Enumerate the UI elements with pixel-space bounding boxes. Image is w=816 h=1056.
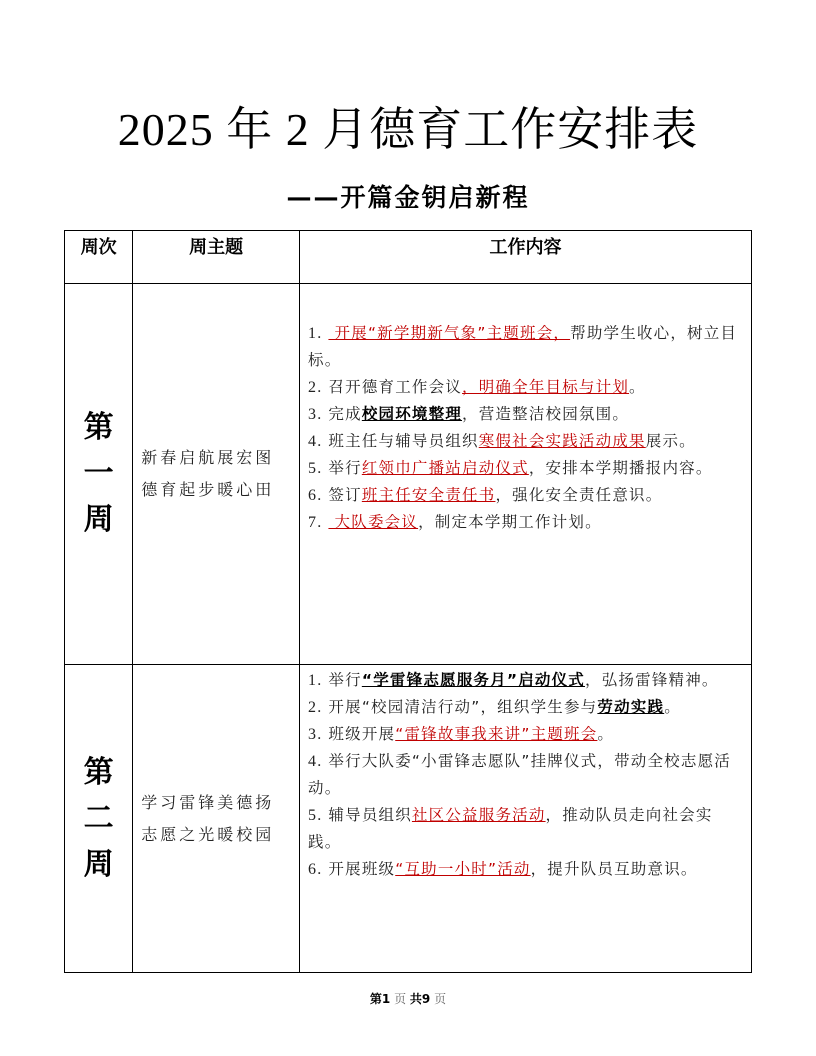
item-text: ，安排本学期播报内容。: [528, 459, 713, 477]
item-text: 签订: [328, 486, 362, 504]
item-text: 班级开展: [328, 725, 396, 743]
work-item: [308, 374, 743, 401]
document-title: 2025 年 2 月德育工作安排表: [117, 104, 699, 155]
item-text: 举行大队委“小雷锋志愿队”挂牌仪式，带动全校志愿活动。: [308, 752, 731, 797]
theme-cell: [133, 665, 300, 973]
theme-cell: [133, 284, 300, 665]
theme-line: 志愿之光暖校园: [141, 824, 275, 844]
table-header-row: [65, 231, 752, 284]
item-text: ，推动队员走向社会实践。: [308, 806, 713, 851]
work-item: [308, 802, 743, 856]
item-number: 1.: [308, 672, 323, 689]
item-text: 完成: [328, 405, 362, 423]
item-highlight: 社区公益服务活动: [411, 806, 546, 824]
item-highlight: 大队委会议: [328, 513, 419, 531]
work-item: [308, 455, 743, 482]
item-text: ，提升队员互助意识。: [530, 860, 698, 878]
item-number: 7.: [308, 514, 323, 531]
work-item: [308, 667, 743, 694]
item-text: 举行: [328, 671, 362, 689]
item-number: 4.: [308, 433, 323, 450]
item-text: 举行: [328, 459, 362, 477]
total-unit: 页: [434, 992, 447, 1006]
item-number: 2.: [308, 699, 323, 716]
item-highlight: 校园环境整理: [361, 405, 463, 423]
page-total: 9: [421, 992, 431, 1006]
header-work-content: 工作内容: [300, 231, 752, 284]
schedule-table: [64, 230, 752, 973]
work-item: [308, 428, 743, 455]
week-label: 第一周: [83, 410, 114, 537]
item-text: 班主任与辅导员组织: [328, 432, 479, 450]
item-text: 。: [597, 725, 615, 743]
work-item: [308, 856, 743, 883]
work-item: [308, 482, 743, 509]
item-number: 5.: [308, 460, 323, 477]
document-subtitle: ——开篇金钥启新程: [286, 183, 530, 212]
item-text: ，弘扬雷锋精神。: [585, 671, 719, 689]
work-item: [308, 509, 743, 536]
item-highlight: 班主任安全责任书: [361, 486, 496, 504]
item-number: 2.: [308, 379, 323, 396]
item-highlight: “互助一小时”活动: [395, 860, 531, 878]
work-content-cell: [300, 665, 752, 973]
item-number: 3.: [308, 726, 323, 743]
work-item: [308, 694, 743, 721]
total-prefix: 共: [409, 992, 422, 1006]
item-highlight: 红领巾广播站启动仪式: [361, 459, 529, 477]
item-text: ，制定本学期工作计划。: [418, 513, 602, 531]
work-item: [308, 748, 743, 802]
item-highlight: “学雷锋志愿服务月”启动仪式: [361, 671, 586, 689]
week-cell: [65, 665, 133, 973]
week-cell: [65, 284, 133, 665]
item-number: 1.: [308, 325, 323, 342]
item-text: 辅导员组织: [328, 806, 412, 824]
work-item: [308, 721, 743, 748]
item-highlight: ，明确全年目标与计划: [462, 378, 630, 396]
item-text: ，营造整洁校园氛围。: [462, 405, 630, 423]
week-label: 第二周: [83, 754, 114, 882]
header-theme: 周主题: [133, 231, 300, 284]
item-text: 帮助学生收心，树立目标。: [308, 324, 738, 369]
item-number: 3.: [308, 406, 323, 423]
page-unit: 页: [394, 992, 407, 1006]
page-footer: [0, 990, 816, 1007]
item-text: 。: [629, 378, 646, 396]
item-highlight: “雷锋故事我来讲”主题班会: [395, 725, 598, 743]
page-prefix: 第: [369, 992, 382, 1006]
work-content-cell: [300, 284, 752, 665]
item-text: ，强化安全责任意识。: [495, 486, 663, 504]
theme-line: 学习雷锋美德扬: [141, 792, 275, 812]
table-row: [65, 284, 752, 665]
item-text: 召开德育工作会议: [328, 378, 463, 396]
item-highlight: 开展“新学期新气象”主题班会，: [328, 324, 571, 342]
item-text: 展示。: [645, 432, 696, 450]
item-number: 6.: [308, 861, 323, 878]
header-week: 周次: [65, 231, 133, 284]
item-text: 。: [664, 698, 681, 716]
theme-line: 德育起步暖心田: [141, 480, 275, 499]
item-highlight: 寒假社会实践活动成果: [478, 432, 646, 450]
table-row: [65, 665, 752, 973]
item-text: 开展“校园清洁行动”，组织学生参与: [328, 698, 598, 716]
work-item: [308, 401, 743, 428]
item-number: 6.: [308, 487, 323, 504]
page-current: 1: [381, 992, 391, 1006]
item-highlight: 劳动实践: [597, 698, 665, 716]
item-number: 5.: [308, 807, 323, 824]
work-item: [308, 320, 743, 374]
theme-line: 新春启航展宏图: [141, 448, 275, 467]
item-text: 开展班级: [328, 860, 396, 878]
item-number: 4.: [308, 753, 323, 770]
